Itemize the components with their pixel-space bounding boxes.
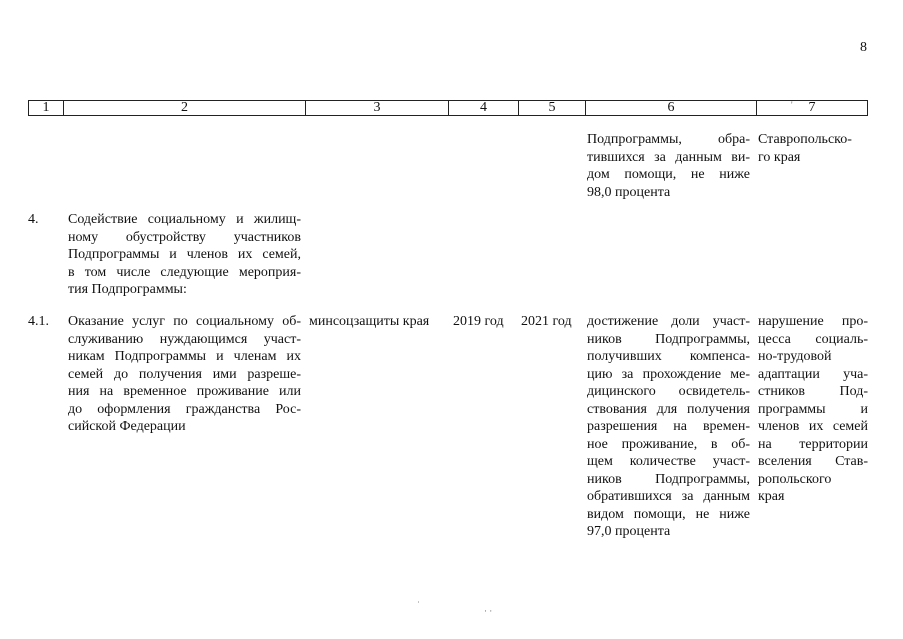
row-4-1-end-year: 2021 год	[521, 314, 572, 329]
header-col-4: 4	[449, 101, 519, 115]
header-col-2: 2	[64, 101, 306, 115]
table-header-row	[28, 100, 868, 116]
header-col-5: 5	[519, 101, 586, 115]
row-4-number: 4.	[28, 212, 39, 227]
scan-speck: ˙	[417, 600, 420, 610]
row-4-1-description: Оказание услуг по социальному об- служиванию нуждающимся участ- никам Подпрограммы и членам их семей до получения ими разреше- ния на временное проживание или до оформления гражданства Рос- сийской Федерации	[68, 314, 301, 434]
header-col-6: 6	[586, 101, 757, 115]
continuation-col6: Подпрограммы, обра- тившихся за данным ви- дом помощи, не ниже 98,0 процента	[587, 132, 750, 200]
row-4-1-start-year: 2019 год	[453, 314, 504, 329]
row-4-1-consequences: нарушение про- цесса социаль- но-трудовой адаптации уча- стников Под- программы и членов их семей на территории вселения Став- ропольского края	[758, 314, 868, 504]
row-4-1-number: 4.1.	[28, 314, 49, 329]
header-col-1: 1	[29, 101, 64, 115]
continuation-col7: Ставропольско- го края	[758, 132, 852, 165]
page-number: 8	[860, 40, 867, 55]
header-col-3: 3	[306, 101, 449, 115]
header-col-7: 7	[808, 100, 816, 115]
scan-speck: · ·	[484, 606, 493, 616]
scan-speck: '	[791, 100, 793, 110]
row-4-1-indicator: достижение доли участ- ников Подпрограммы, получивших компенса- цию за прохождение ме- дицинского освидетель- ствования для получения разрешения на времен- ное проживание, в об- щем количестве участ- ников Подпрограммы, обратившихся за данным видом помощи, не ниже 97,0 процента	[587, 314, 750, 539]
row-4-1-responsible: минсоцзащиты края	[309, 314, 430, 329]
row-4-description: Содействие социальному и жилищ- ному обустройству участников Подпрограммы и членов их семей, в том числе следующие мероприя- тия Подпрограммы:	[68, 212, 301, 297]
